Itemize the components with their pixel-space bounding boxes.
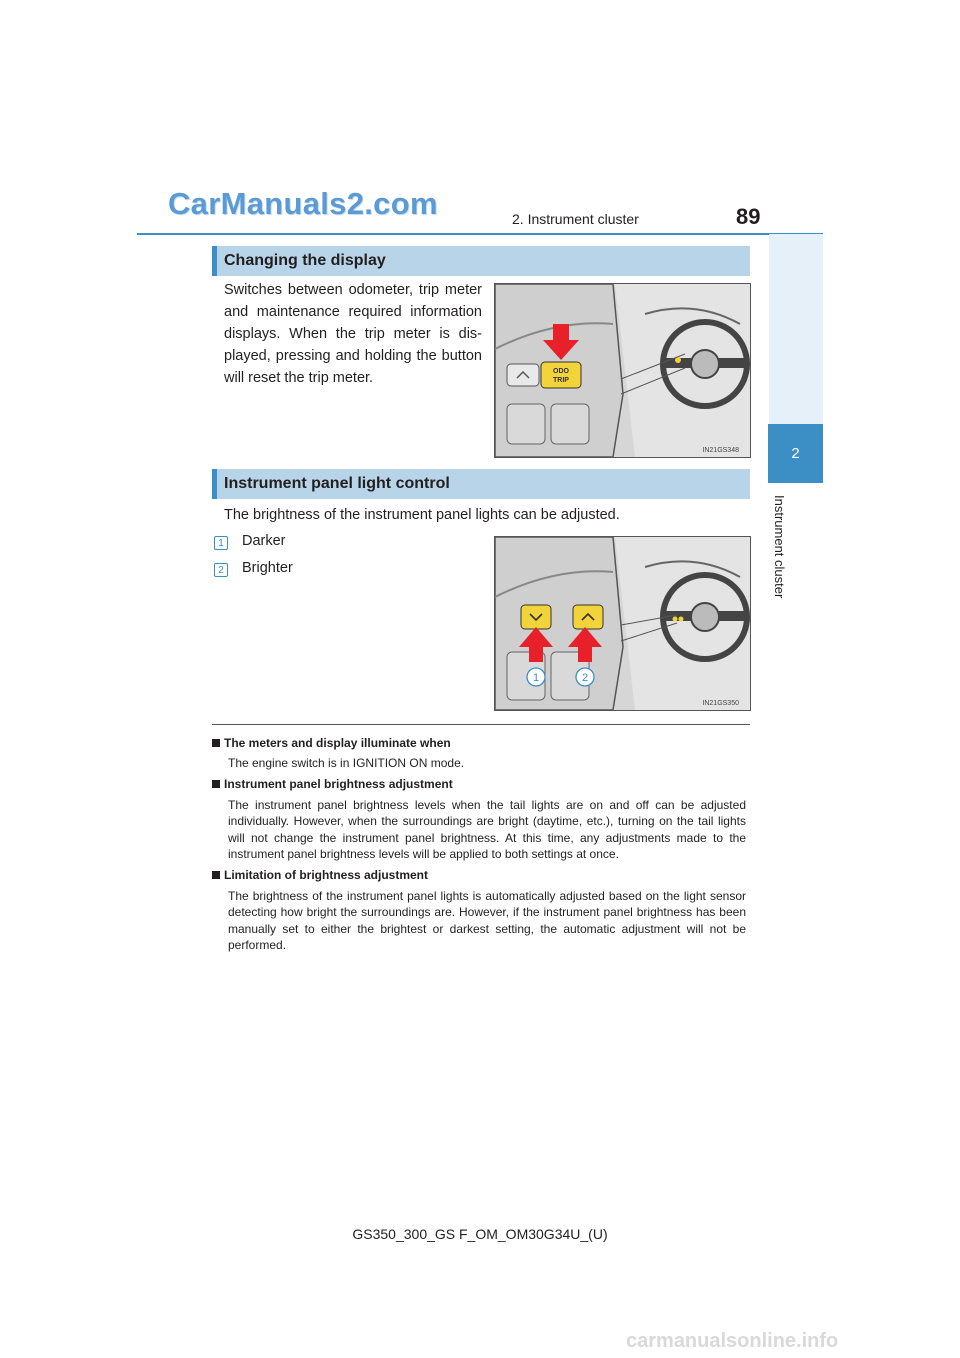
figure-code: IN21GS348 (702, 447, 739, 454)
note-title-limitation: Limitation of brightness adjustment (212, 868, 428, 882)
heading-panel-light: Instrument panel light control (212, 469, 750, 499)
model-code-footer: GS350_300_GS F_OM_OM30G34U_(U) (352, 1226, 608, 1242)
chapter-label: Instrument cluster (772, 495, 787, 599)
panel-light-text: The brightness of the instrument panel lights can be adjusted. (224, 507, 620, 523)
item-brighter: Brighter (242, 560, 293, 576)
item-darker: Darker (242, 533, 286, 549)
square-bullet-icon (212, 871, 220, 879)
note-body-illuminate: The engine switch is in IGNITION ON mode. (228, 756, 465, 770)
figure-code: IN21GS350 (702, 700, 739, 707)
brightness-figure (494, 536, 751, 711)
note-title-brightness-adjustment: Instrument panel brightness adjustment (212, 777, 453, 791)
note-body-brightness-adjustment: The instrument panel brightness levels when the tail lights are on and off can be adjusted individually. However, when the surroundings are bright (daytime, etc.), turning on the tail lights will not change the instrument panel brightness. At this time, any adjustments made to the instrument panel brightness levels will be applied to both settings at once. (228, 798, 746, 861)
watermark: carmanualsonline.info (626, 1330, 839, 1352)
header-rule (137, 233, 823, 235)
number-badge-1: 1 (214, 536, 228, 550)
number-badge-2: 2 (214, 563, 228, 577)
square-bullet-icon (212, 780, 220, 788)
notes-divider (212, 724, 750, 725)
note-title-illuminate: The meters and display illuminate when (212, 736, 451, 750)
chapter-tab[interactable]: 2 (768, 424, 823, 483)
odo-trip-figure (494, 283, 751, 458)
carmanuals-logo: CarManuals2.com (168, 186, 438, 221)
section-title: 2. Instrument cluster (512, 211, 639, 227)
square-bullet-icon (212, 739, 220, 747)
chapter-tab-track (769, 234, 823, 424)
trip-label: TRIP (553, 377, 569, 384)
changing-display-text: Switches between odometer, trip meter and maintenance required information displays. When the trip meter is dis-played, pressing and holding the button will reset the trip meter. (224, 282, 482, 386)
heading-changing-display: Changing the display (212, 246, 750, 276)
page-number: 89 (736, 204, 761, 229)
note-body-limitation: The brightness of the instrument panel lights is automatically adjusted based on the light sensor detecting how bright the surroundings are. However, if the instrument panel brightness has been manually set to either the brightest or darkest setting, the automatic adjustment will not be performed. (228, 889, 746, 952)
callout-1: 1 (532, 672, 540, 684)
odo-label: ODO (553, 368, 569, 375)
callout-2: 2 (581, 672, 589, 684)
